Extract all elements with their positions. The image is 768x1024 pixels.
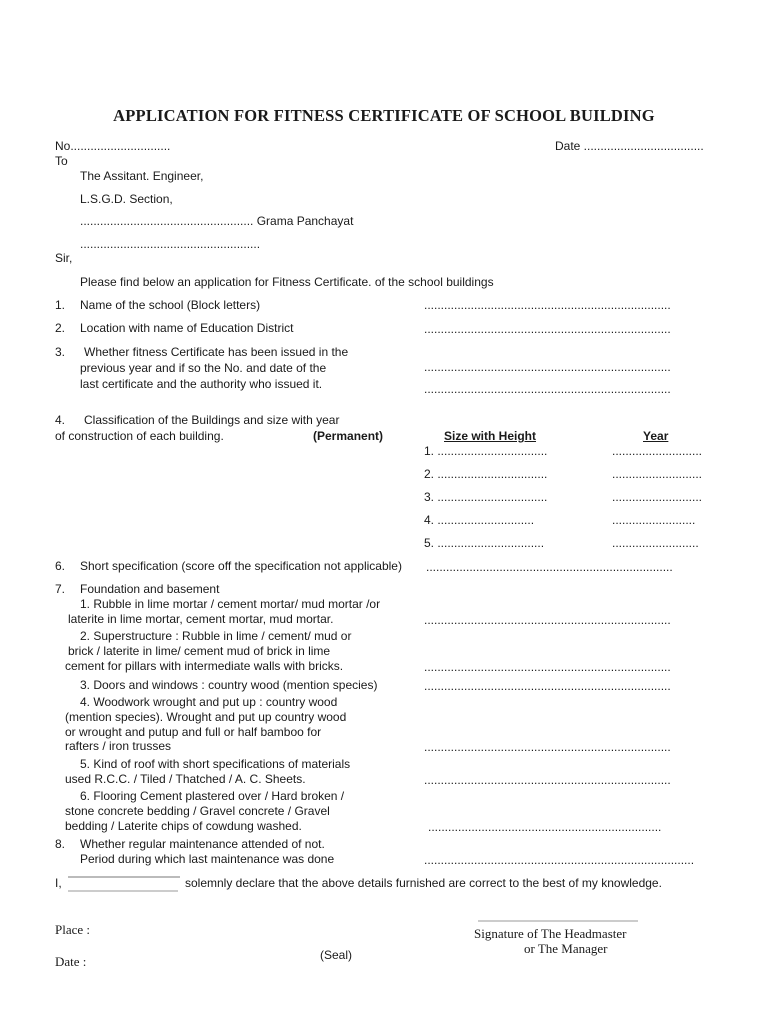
answer-dots: .......................................................................... (424, 360, 671, 374)
intro-text: Please find below an application for Fitness Certificate. of the school buildings (80, 275, 494, 289)
answer-dots: .......................................................................... (424, 613, 671, 627)
spec-label: stone concrete bedding / Gravel concrete / Gravel (65, 804, 330, 818)
seal-label: (Seal) (320, 948, 353, 962)
year-header: Year (643, 429, 669, 443)
year-row: .......................... (612, 536, 699, 550)
spec-label: cement for pillars with intermediate walls with bricks. (65, 659, 344, 673)
year-row: ........................... (612, 490, 703, 504)
answer-dots: .......................................................................... (424, 740, 671, 754)
answer-dots: .......................................................................... (424, 773, 671, 787)
spec-label: bedding / Laterite chips of cowdung washed. (65, 819, 302, 833)
faded-signature (478, 920, 638, 922)
addressee-line: ...................................................... (80, 237, 261, 251)
date-label: Date : (55, 954, 87, 969)
spec-label: laterite in lime mortar, cement mortar, mud mortar. (68, 612, 334, 626)
item-label: Location with name of Education District (80, 321, 294, 335)
item-number: 2. (55, 321, 66, 335)
addressee-line: L.S.G.D. Section, (80, 192, 173, 206)
spec-label: brick / laterite in lime/ cement mud of brick in lime (68, 644, 331, 658)
answer-dots: .......................................................................... (424, 660, 671, 674)
spec-label: 3. Doors and windows : country wood (mention species) (80, 678, 378, 692)
item-number: 7. (55, 582, 66, 596)
item-number: 1. (55, 298, 66, 312)
application-no: No.............................. (55, 139, 171, 153)
item-label: Classification of the Buildings and size with year (84, 413, 340, 427)
size-header: Size with Height (444, 429, 537, 443)
answer-dots: .......................................................................... (424, 382, 671, 396)
item-label: previous year and if so the No. and date of the (80, 361, 327, 375)
permanent-label: (Permanent) (313, 429, 384, 443)
addressee-line: The Assitant. Engineer, (80, 169, 204, 183)
item-number: 6. (55, 559, 66, 573)
item-label: Short specification (score off the specification not applicable) (80, 559, 402, 573)
spec-label: rafters / iron trusses (65, 739, 172, 753)
size-row: 5. ................................ (424, 536, 545, 550)
year-row: ........................... (612, 444, 703, 458)
to-label: To (55, 154, 68, 168)
item-number: 4. (55, 413, 66, 427)
item-number: 8. (55, 837, 66, 851)
redacted-name (68, 876, 180, 878)
signature-line-1: Signature of The Headmaster (474, 926, 627, 941)
place-label: Place : (55, 922, 91, 937)
salutation: Sir, (55, 251, 73, 265)
item-label: Whether fitness Certificate has been issued in the (84, 345, 349, 359)
declaration-i: I, (55, 876, 62, 890)
answer-dots: .......................................................................... (426, 560, 673, 574)
spec-label: 2. Superstructure : Rubble in lime / cement/ mud or (80, 629, 352, 643)
spec-label: 6. Flooring Cement plastered over / Hard broken / (80, 789, 345, 803)
size-row: 4. ............................. (424, 513, 535, 527)
spec-label: 1. Rubble in lime mortar / cement mortar/ mud mortar /or (80, 597, 381, 611)
item-label: of construction of each building. (55, 429, 224, 443)
declaration-text: solemnly declare that the above details furnished are correct to the best of my knowledge. (185, 876, 662, 890)
size-row: 2. ................................. (424, 467, 548, 481)
year-row: ........................... (612, 467, 703, 481)
redacted-name-underline (68, 890, 178, 892)
application-date: Date .................................... (555, 139, 704, 153)
answer-dots: ...................................................................... (428, 820, 662, 834)
year-row: ......................... (612, 513, 696, 527)
page-title: APPLICATION FOR FITNESS CERTIFICATE OF SCHOOL BUILDING (113, 106, 655, 125)
addressee-line: .................................................... Grama Panchayat (80, 214, 354, 228)
answer-dots: .......................................................................... (424, 322, 671, 336)
signature-line-2: or The Manager (524, 941, 608, 956)
answer-dots: ................................................................................. (424, 853, 695, 867)
item-label: Foundation and basement (80, 582, 220, 596)
item-label: Period during which last maintenance was done (80, 852, 335, 866)
spec-label: used R.C.C. / Tiled / Thatched / A. C. Sheets. (65, 772, 306, 786)
answer-dots: .......................................................................... (424, 679, 671, 693)
item-label: Whether regular maintenance attended of not. (80, 837, 325, 851)
item-label: Name of the school (Block letters) (80, 298, 261, 312)
answer-dots: .......................................................................... (424, 298, 671, 312)
size-row: 3. ................................. (424, 490, 548, 504)
size-row: 1. ................................. (424, 444, 548, 458)
spec-label: or wrought and putup and full or half bamboo for (65, 725, 322, 739)
spec-label: (mention species). Wrought and put up country wood (65, 710, 347, 724)
item-label: last certificate and the authority who issued it. (80, 377, 323, 391)
spec-label: 5. Kind of roof with short specifications of materials (80, 757, 351, 771)
spec-label: 4. Woodwork wrought and put up : country wood (80, 695, 338, 709)
item-number: 3. (55, 345, 66, 359)
